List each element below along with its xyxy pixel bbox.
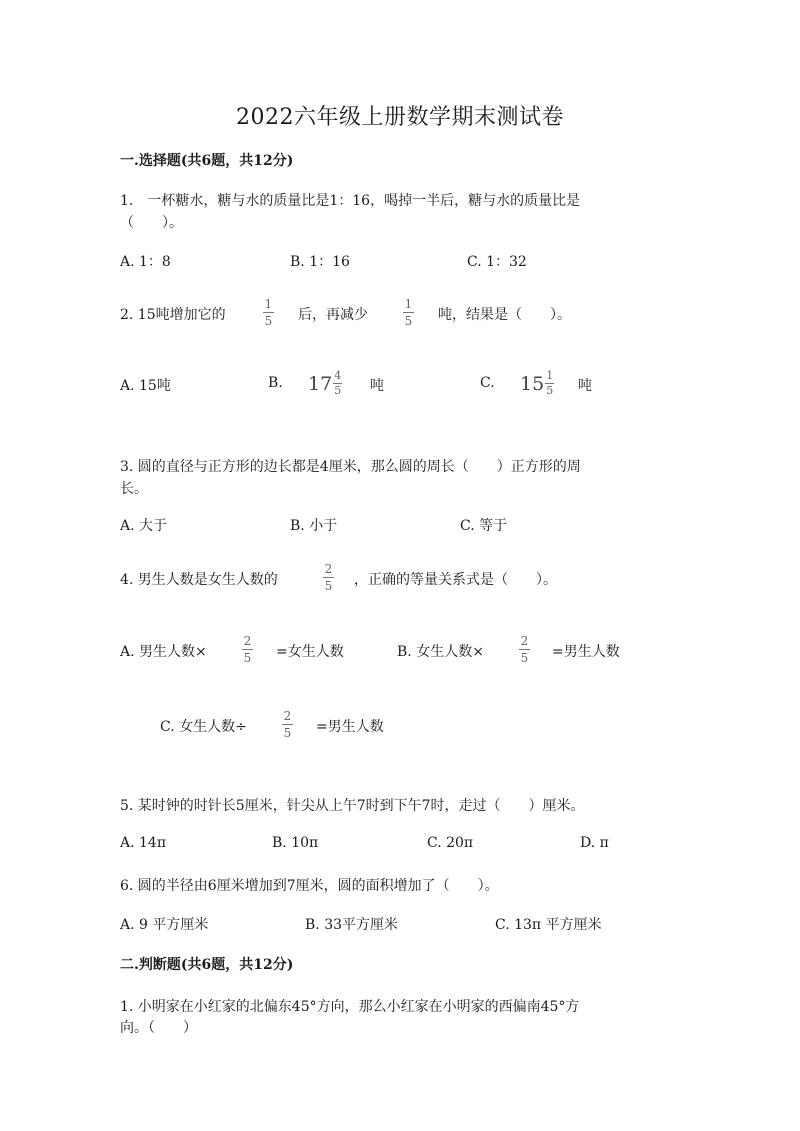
fraction-numerator: 4 [334,369,342,382]
fraction-bar [282,724,293,725]
fraction-bar [519,649,530,650]
q1-text-line1: 1. 一杯糖水，糖与水的质量比是1：16，喝掉一半后，糖与水的质量比是 [120,193,581,209]
q4-option-b-fraction [519,634,530,665]
q2-text-part3: 吨，结果是（ ）。 [438,307,571,323]
mixed-whole: 17 [308,372,333,395]
q4-option-a-part1: A. 男生人数× [120,644,207,660]
q3-text-line1: 3. 圆的直径与正方形的边长都是4厘米，那么圆的周长（ ）正方形的周 [120,459,581,475]
q3-text-line2: 长。 [120,481,148,497]
q6-option-a: A. 9 平方厘米 [120,917,209,933]
q4-fraction [323,562,334,593]
q3-option-b: B. 小于 [290,518,338,534]
q2-option-a: A. 15吨 [120,378,171,394]
q6-text: 6. 圆的半径由6厘米增加到7厘米，圆的面积增加了（ ）。 [120,878,499,894]
fraction-numerator: 2 [520,634,529,648]
q6-option-b: B. 33平方厘米 [305,917,399,933]
q2-option-c-label: C. [480,375,495,391]
fraction-bar [323,577,334,578]
q2-option-c-mixed-number [520,370,554,397]
q4-option-a-part2: =女生人数 [276,644,344,660]
j1-text-line2: 向。（ ） [120,1020,197,1036]
fraction-numerator: 1 [264,297,273,311]
mixed-whole: 15 [520,372,545,395]
section-heading-choice: 一.选择题(共6题，共12分) [120,153,294,169]
mixed-fraction [545,370,554,397]
q4-text-part2: ，正确的等量关系式是（ ）。 [354,572,557,588]
fraction-denominator: 5 [324,579,333,593]
q2-option-b-label: B. [268,375,283,391]
q5-option-c: C. 20π [427,835,474,851]
q4-option-b-part1: B. 女生人数× [397,644,484,660]
q4-option-c-fraction [282,709,293,740]
q2-text-part2: 后，再减少 [298,307,368,323]
q4-option-c-part1: C. 女生人数÷ [160,719,247,735]
q4-text-part1: 4. 男生人数是女生人数的 [120,572,278,588]
q2-option-b-unit: 吨 [370,378,384,394]
q1-text-line2: （ ）。 [120,215,183,231]
j1-text-line1: 1. 小明家在小红家的北偏东45°方向，那么小红家在小明家的西偏南45°方 [120,999,580,1015]
q4-option-c-part2: =男生人数 [316,719,384,735]
fraction-numerator: 2 [283,709,292,723]
fraction-denominator: 5 [520,651,529,665]
q4-option-b-part2: =男生人数 [552,644,620,660]
q5-option-b: B. 10π [272,835,319,851]
fraction-bar [242,649,253,650]
q2-fraction-1 [263,297,274,328]
q3-option-a: A. 大于 [120,518,168,534]
fraction-denominator: 5 [283,726,292,740]
fraction-denominator: 5 [334,384,342,397]
q5-text: 5. 某时钟的时针长5厘米，针尖从上午7时到下午7时，走过（ ）厘米。 [120,798,585,814]
mixed-fraction [333,370,342,397]
q2-text-part1: 2. 15吨增加它的 [120,307,226,323]
section-heading-judge: 二.判断题(共6题，共12分) [120,957,294,973]
fraction-denominator: 5 [264,314,273,328]
q1-option-b: B. 1：16 [290,254,350,270]
fraction-numerator: 1 [546,369,554,382]
fraction-denominator: 5 [546,384,554,397]
fraction-denominator: 5 [243,651,252,665]
page-title: 2022六年级上册数学期末测试卷 [236,105,564,130]
q1-option-a: A. 1：8 [120,254,171,270]
fraction-numerator: 2 [243,634,252,648]
q2-option-b-mixed-number [308,370,342,397]
q5-option-d: D. π [580,835,609,851]
q2-option-c-unit: 吨 [578,378,592,394]
fraction-denominator: 5 [404,314,413,328]
fraction-bar [263,312,274,313]
q1-option-c: C. 1：32 [467,254,527,270]
fraction-numerator: 1 [404,297,413,311]
q5-option-a: A. 14π [120,835,167,851]
q6-option-c: C. 13π 平方厘米 [495,917,602,933]
q3-option-c: C. 等于 [460,518,508,534]
q2-fraction-2 [403,297,414,328]
fraction-bar [403,312,414,313]
q4-option-a-fraction [242,634,253,665]
fraction-numerator: 2 [324,562,333,576]
